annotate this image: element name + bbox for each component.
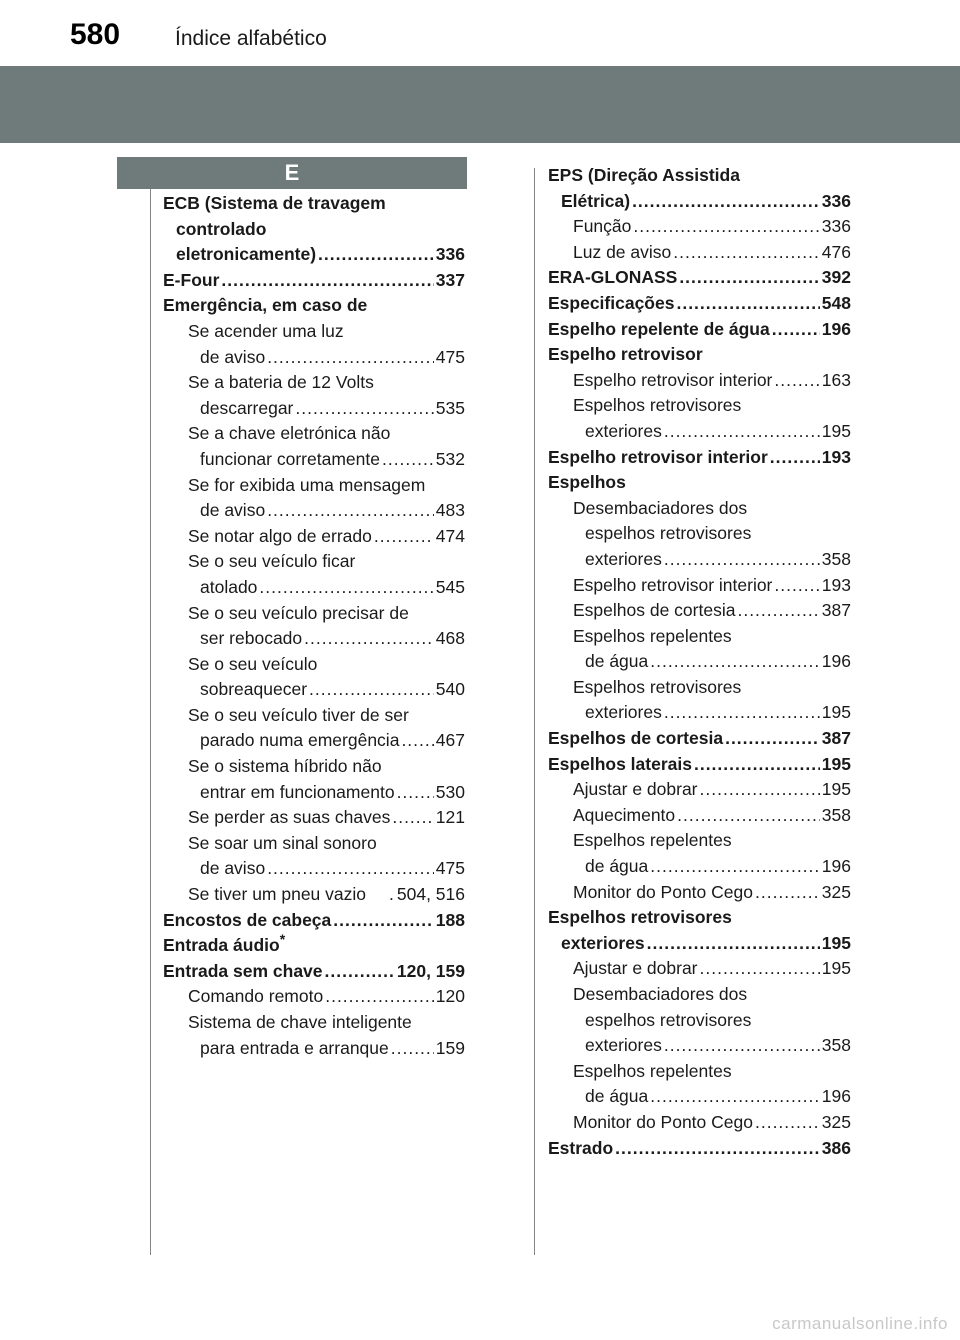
- index-entry-text: espelhos retrovisores: [585, 1009, 752, 1030]
- index-entry: [548, 547, 851, 573]
- page-reference[interactable]: 195: [821, 932, 851, 953]
- index-entry: [548, 828, 851, 854]
- page-reference[interactable]: 336: [821, 190, 851, 211]
- dot-leader: [774, 368, 819, 394]
- index-entry-text: parado numa emergência: [200, 730, 400, 751]
- dot-leader: [677, 803, 820, 829]
- dot-leader: [772, 317, 820, 343]
- index-entry: [163, 831, 465, 857]
- index-entry: [548, 752, 851, 778]
- dot-leader: [267, 498, 434, 524]
- index-entry: [548, 1110, 851, 1136]
- index-entry: [163, 1010, 465, 1036]
- index-entry-text: Monitor do Ponto Cego: [573, 881, 753, 902]
- dot-leader: [401, 728, 433, 754]
- index-entry-text: Espelhos de cortesia: [548, 728, 724, 749]
- dot-leader: [755, 1110, 820, 1136]
- dot-leader: [770, 445, 820, 471]
- left-column-rule: [150, 189, 151, 1255]
- index-entry-text: Se soar um sinal sonoro: [188, 832, 377, 853]
- dot-leader: [700, 956, 820, 982]
- page-reference[interactable]: 121: [435, 807, 465, 828]
- index-entry: [548, 291, 851, 317]
- index-entry-text: Espelho retrovisor interior: [573, 574, 773, 595]
- index-entry-text: Se o sistema híbrido não: [188, 756, 382, 777]
- index-entry-text: para entrada e arranque: [200, 1037, 389, 1058]
- index-entry: [163, 217, 465, 243]
- index-entry: [163, 498, 465, 524]
- index-entry-text: exteriores: [585, 702, 662, 723]
- header-band: [0, 66, 960, 143]
- index-entry-text: Se a bateria de 12 Volts: [188, 372, 374, 393]
- dot-leader: [725, 726, 820, 752]
- dot-leader: [700, 777, 820, 803]
- index-entry-text: exteriores: [561, 932, 645, 953]
- index-entry-text: ERA-GLONASS: [548, 267, 678, 288]
- index-entry-text: de aviso: [200, 500, 266, 521]
- page-reference[interactable]: 159: [435, 1037, 465, 1058]
- dot-leader: [650, 854, 820, 880]
- page-reference[interactable]: 475: [435, 346, 465, 367]
- page-reference[interactable]: 325: [821, 1111, 851, 1132]
- dot-leader: [673, 240, 820, 266]
- page-reference[interactable]: 387: [821, 600, 851, 621]
- page-reference[interactable]: 195: [821, 958, 851, 979]
- dot-leader: [267, 345, 434, 371]
- dot-leader: [664, 1033, 820, 1059]
- dot-leader: [664, 419, 820, 445]
- index-entry: [548, 265, 851, 291]
- page-reference[interactable]: 530: [435, 781, 465, 802]
- page-reference[interactable]: 336: [435, 244, 465, 265]
- index-entry: [548, 240, 851, 266]
- index-entry: [548, 700, 851, 726]
- index-entry-text: funcionar corretamente: [200, 448, 380, 469]
- dot-leader: .: [389, 884, 394, 905]
- index-entry-text: Se tiver um pneu vazio: [188, 884, 367, 905]
- index-entry: [163, 370, 465, 396]
- index-entry-text: EPS (Direção Assistida: [548, 165, 740, 185]
- dot-leader: [304, 626, 434, 652]
- dot-leader: [259, 575, 433, 601]
- index-entry: [548, 982, 851, 1008]
- page-reference[interactable]: 336: [821, 216, 851, 237]
- index-entry: [548, 1033, 851, 1059]
- index-entry: [163, 933, 465, 959]
- dot-leader: [397, 780, 434, 806]
- dot-leader: [318, 242, 434, 268]
- page-reference[interactable]: 545: [435, 576, 465, 597]
- index-entry-text: de aviso: [200, 858, 266, 879]
- section-letter-tab: E: [117, 157, 467, 189]
- index-entry: [548, 1136, 851, 1162]
- index-entry-text: Entrada sem chave: [163, 960, 323, 981]
- dot-leader: [679, 265, 819, 291]
- dot-leader: [650, 1084, 820, 1110]
- index-entry: [548, 1059, 851, 1085]
- dot-leader: [309, 677, 434, 703]
- middle-column-rule: [534, 168, 535, 1255]
- index-entry-text: atolado: [200, 576, 258, 597]
- dot-leader: [615, 1136, 820, 1162]
- dot-leader: [650, 649, 820, 675]
- index-entry: [163, 908, 465, 934]
- index-entry-text: de água: [585, 651, 649, 672]
- index-entry: [163, 524, 465, 550]
- index-entry: [163, 191, 465, 217]
- index-entry: [163, 805, 465, 831]
- index-entry-text: Aquecimento: [573, 804, 676, 825]
- index-entry: [548, 649, 851, 675]
- page-reference[interactable]: 196: [821, 318, 851, 339]
- index-entry-text: eletronicamente): [176, 244, 317, 265]
- page-reference[interactable]: 483: [435, 500, 465, 521]
- index-entry: [163, 421, 465, 447]
- page-header: [0, 0, 960, 60]
- page-reference[interactable]: 358: [821, 804, 851, 825]
- index-entry: [548, 419, 851, 445]
- index-entry-text: Espelhos retrovisores: [573, 676, 742, 697]
- page-reference[interactable]: 358: [821, 548, 851, 569]
- index-entry-text: Estrado: [548, 1137, 614, 1158]
- index-entry: [163, 856, 465, 882]
- index-entry: [548, 931, 851, 957]
- index-entry-text: Emergência, em caso de: [163, 295, 368, 316]
- index-entry-text: Entrada áudio: [163, 935, 280, 956]
- index-entry: [163, 959, 465, 985]
- index-entry-text: Espelhos laterais: [548, 753, 692, 774]
- asterisk-marker: *: [279, 931, 286, 948]
- index-entry: [163, 549, 465, 575]
- index-entry: [548, 521, 851, 547]
- index-entry: [548, 496, 851, 522]
- index-entry: [163, 293, 465, 319]
- index-entry-text: Se o seu veículo precisar de: [188, 602, 409, 623]
- page-reference[interactable]: 120: [435, 986, 465, 1007]
- index-entry: [163, 601, 465, 627]
- index-entry-text: exteriores: [585, 1035, 662, 1056]
- page-reference[interactable]: 195: [821, 420, 851, 441]
- index-entry-text: Se o seu veículo ficar: [188, 551, 356, 572]
- index-entry-text: Se for exibida uma mensagem: [188, 474, 426, 495]
- dot-leader: [647, 931, 820, 957]
- index-entry-text: Comando remoto: [188, 986, 324, 1007]
- index-entry-text: Se a chave eletrónica não: [188, 423, 391, 444]
- index-entry-text: Se perder as suas chaves: [188, 807, 391, 828]
- index-entry: [163, 703, 465, 729]
- index-entry-text: Elétrica): [561, 190, 631, 211]
- index-entry: [163, 652, 465, 678]
- index-entry: [548, 573, 851, 599]
- index-entry-text: descarregar: [200, 397, 294, 418]
- index-entry-text: Espelhos retrovisores: [573, 395, 742, 416]
- index-entry: [548, 445, 851, 471]
- index-entry: [163, 447, 465, 473]
- index-entry: [163, 754, 465, 780]
- index-entry-text: Espelhos retrovisores: [548, 907, 732, 928]
- index-entry-text: Espelho repelente de água: [548, 318, 770, 339]
- index-entry-text: Sistema de chave inteligente: [188, 1012, 412, 1032]
- index-entry: [163, 728, 465, 754]
- index-entry-text: controlado: [176, 218, 267, 239]
- index-entry-text: de água: [585, 1086, 649, 1107]
- index-entry: [548, 393, 851, 419]
- index-entry: [163, 780, 465, 806]
- dot-leader: [374, 524, 434, 550]
- index-entry-text: Monitor do Ponto Cego: [573, 1111, 753, 1132]
- page-reference[interactable]: 337: [435, 269, 465, 290]
- index-entry: [548, 1008, 851, 1034]
- index-entry-text: Se o seu veículo: [188, 653, 318, 674]
- page-reference[interactable]: 468: [435, 628, 465, 649]
- index-entry-text: ECB (Sistema de travagem: [163, 193, 386, 213]
- index-entry: [163, 882, 465, 908]
- index-entry: [163, 984, 465, 1010]
- dot-leader: [664, 547, 820, 573]
- page-reference[interactable]: 467: [435, 730, 465, 751]
- index-entry-text: Espelhos repelentes: [573, 830, 732, 851]
- index-column-left: [163, 191, 465, 1061]
- index-entry-text: Espelho retrovisor interior: [573, 369, 773, 390]
- page-reference[interactable]: 476: [821, 241, 851, 262]
- page-reference[interactable]: 540: [435, 679, 465, 700]
- page-reference[interactable]: 475: [435, 858, 465, 879]
- index-entry: [548, 470, 851, 496]
- page-reference[interactable]: 474: [435, 525, 465, 546]
- dot-leader: [676, 291, 819, 317]
- dot-leader: [221, 268, 433, 294]
- index-entry: [163, 268, 465, 294]
- dot-leader: [632, 189, 820, 215]
- index-entry: [548, 189, 851, 215]
- index-entry-text: Especificações: [548, 292, 675, 313]
- dot-leader: [737, 598, 819, 624]
- index-entry: [548, 1084, 851, 1110]
- index-entry-text: Espelho retrovisor: [548, 344, 703, 365]
- page-reference[interactable]: 195: [821, 779, 851, 800]
- index-entry: [548, 342, 851, 368]
- page-reference[interactable]: 188: [435, 909, 465, 930]
- index-entry-text: Ajustar e dobrar: [573, 958, 698, 979]
- index-entry-text: sobreaquecer: [200, 679, 308, 700]
- page-reference[interactable]: 195: [821, 702, 851, 723]
- index-entry: [548, 803, 851, 829]
- index-entry: [548, 598, 851, 624]
- page-reference[interactable]: 386: [821, 1137, 851, 1158]
- index-entry: [163, 345, 465, 371]
- page-reference[interactable]: 196: [821, 651, 851, 672]
- index-entry-text: Luz de aviso: [573, 241, 672, 262]
- index-entry: [548, 163, 851, 189]
- index-entry-text: de aviso: [200, 346, 266, 367]
- page-reference[interactable]: 120, 159: [396, 960, 465, 981]
- page-reference[interactable]: 387: [821, 728, 851, 749]
- page-reference[interactable]: 358: [821, 1035, 851, 1056]
- index-column-right: [548, 163, 851, 1161]
- page-title: Índice alfabético: [175, 27, 327, 50]
- dot-leader: [391, 1036, 434, 1062]
- dot-leader: [295, 396, 433, 422]
- index-entry-text: Desembaciadores dos: [573, 984, 748, 1004]
- index-entry: [548, 905, 851, 931]
- page-reference[interactable]: 193: [821, 446, 851, 467]
- index-entry: [163, 473, 465, 499]
- index-entry-text: Se acender uma luz: [188, 320, 344, 341]
- page-number: 580: [70, 18, 121, 51]
- index-entry-text: Desembaciadores dos: [573, 497, 748, 518]
- index-entry: [548, 880, 851, 906]
- page-reference[interactable]: 163: [821, 369, 851, 390]
- index-entry: [163, 677, 465, 703]
- index-entry-text: Encostos de cabeça: [163, 909, 332, 930]
- index-entry-text: Ajustar e dobrar: [573, 779, 698, 800]
- index-entry: [163, 396, 465, 422]
- page-reference[interactable]: 325: [821, 881, 851, 902]
- index-entry: [163, 1036, 465, 1062]
- index-entry: [548, 777, 851, 803]
- index-entry-text: entrar em funcionamento: [200, 781, 395, 802]
- index-entry: [548, 368, 851, 394]
- index-entry-text: Espelhos repelentes: [573, 1060, 732, 1081]
- index-entry: [548, 317, 851, 343]
- index-entry-text: exteriores: [585, 548, 662, 569]
- page-reference[interactable]: 195: [821, 753, 851, 774]
- index-entry-text: espelhos retrovisores: [585, 523, 752, 544]
- dot-leader: [694, 752, 820, 778]
- index-entry-text: ser rebocado: [200, 628, 303, 649]
- page-reference[interactable]: 535: [435, 397, 465, 418]
- page-reference[interactable]: 196: [821, 856, 851, 877]
- dot-leader: [392, 805, 433, 831]
- index-entry: [163, 242, 465, 268]
- index-entry: [548, 214, 851, 240]
- index-entry: [548, 675, 851, 701]
- index-entry: [548, 956, 851, 982]
- index-entry: [548, 624, 851, 650]
- page-reference[interactable]: 548: [821, 292, 851, 313]
- dot-leader: [267, 856, 434, 882]
- index-entry-text: Função: [573, 216, 632, 237]
- index-entry: [163, 319, 465, 345]
- index-entry-text: Espelhos de cortesia: [573, 600, 736, 621]
- page-reference[interactable]: 193: [821, 574, 851, 595]
- index-entry-text: Se o seu veículo tiver de ser: [188, 704, 409, 725]
- index-entry: [163, 575, 465, 601]
- index-entry-text: Espelho retrovisor interior: [548, 446, 768, 467]
- index-entry-text: de água: [585, 856, 649, 877]
- watermark-logo: carmanualsonline.info: [772, 1314, 948, 1333]
- page-reference[interactable]: 392: [821, 267, 851, 288]
- dot-leader: [325, 959, 395, 985]
- index-entry-text: Espelhos repelentes: [573, 625, 732, 646]
- dot-leader: [333, 908, 434, 934]
- page-reference[interactable]: 532: [435, 448, 465, 469]
- dot-leader: [633, 214, 819, 240]
- dot-leader: [664, 700, 820, 726]
- dot-leader: [755, 880, 820, 906]
- dot-leader: [325, 984, 434, 1010]
- index-entry: [548, 854, 851, 880]
- index-entry-text: exteriores: [585, 420, 662, 441]
- index-entry-text: Espelhos: [548, 472, 626, 493]
- page-reference[interactable]: 196: [821, 1086, 851, 1107]
- index-entry: [163, 626, 465, 652]
- index-entry-text: Se notar algo de errado: [188, 525, 372, 546]
- dot-leader: [382, 447, 434, 473]
- page-reference[interactable]: 504, 516: [396, 884, 465, 905]
- index-entry: [548, 726, 851, 752]
- dot-leader: [774, 573, 819, 599]
- index-entry-text: E-Four: [163, 269, 220, 290]
